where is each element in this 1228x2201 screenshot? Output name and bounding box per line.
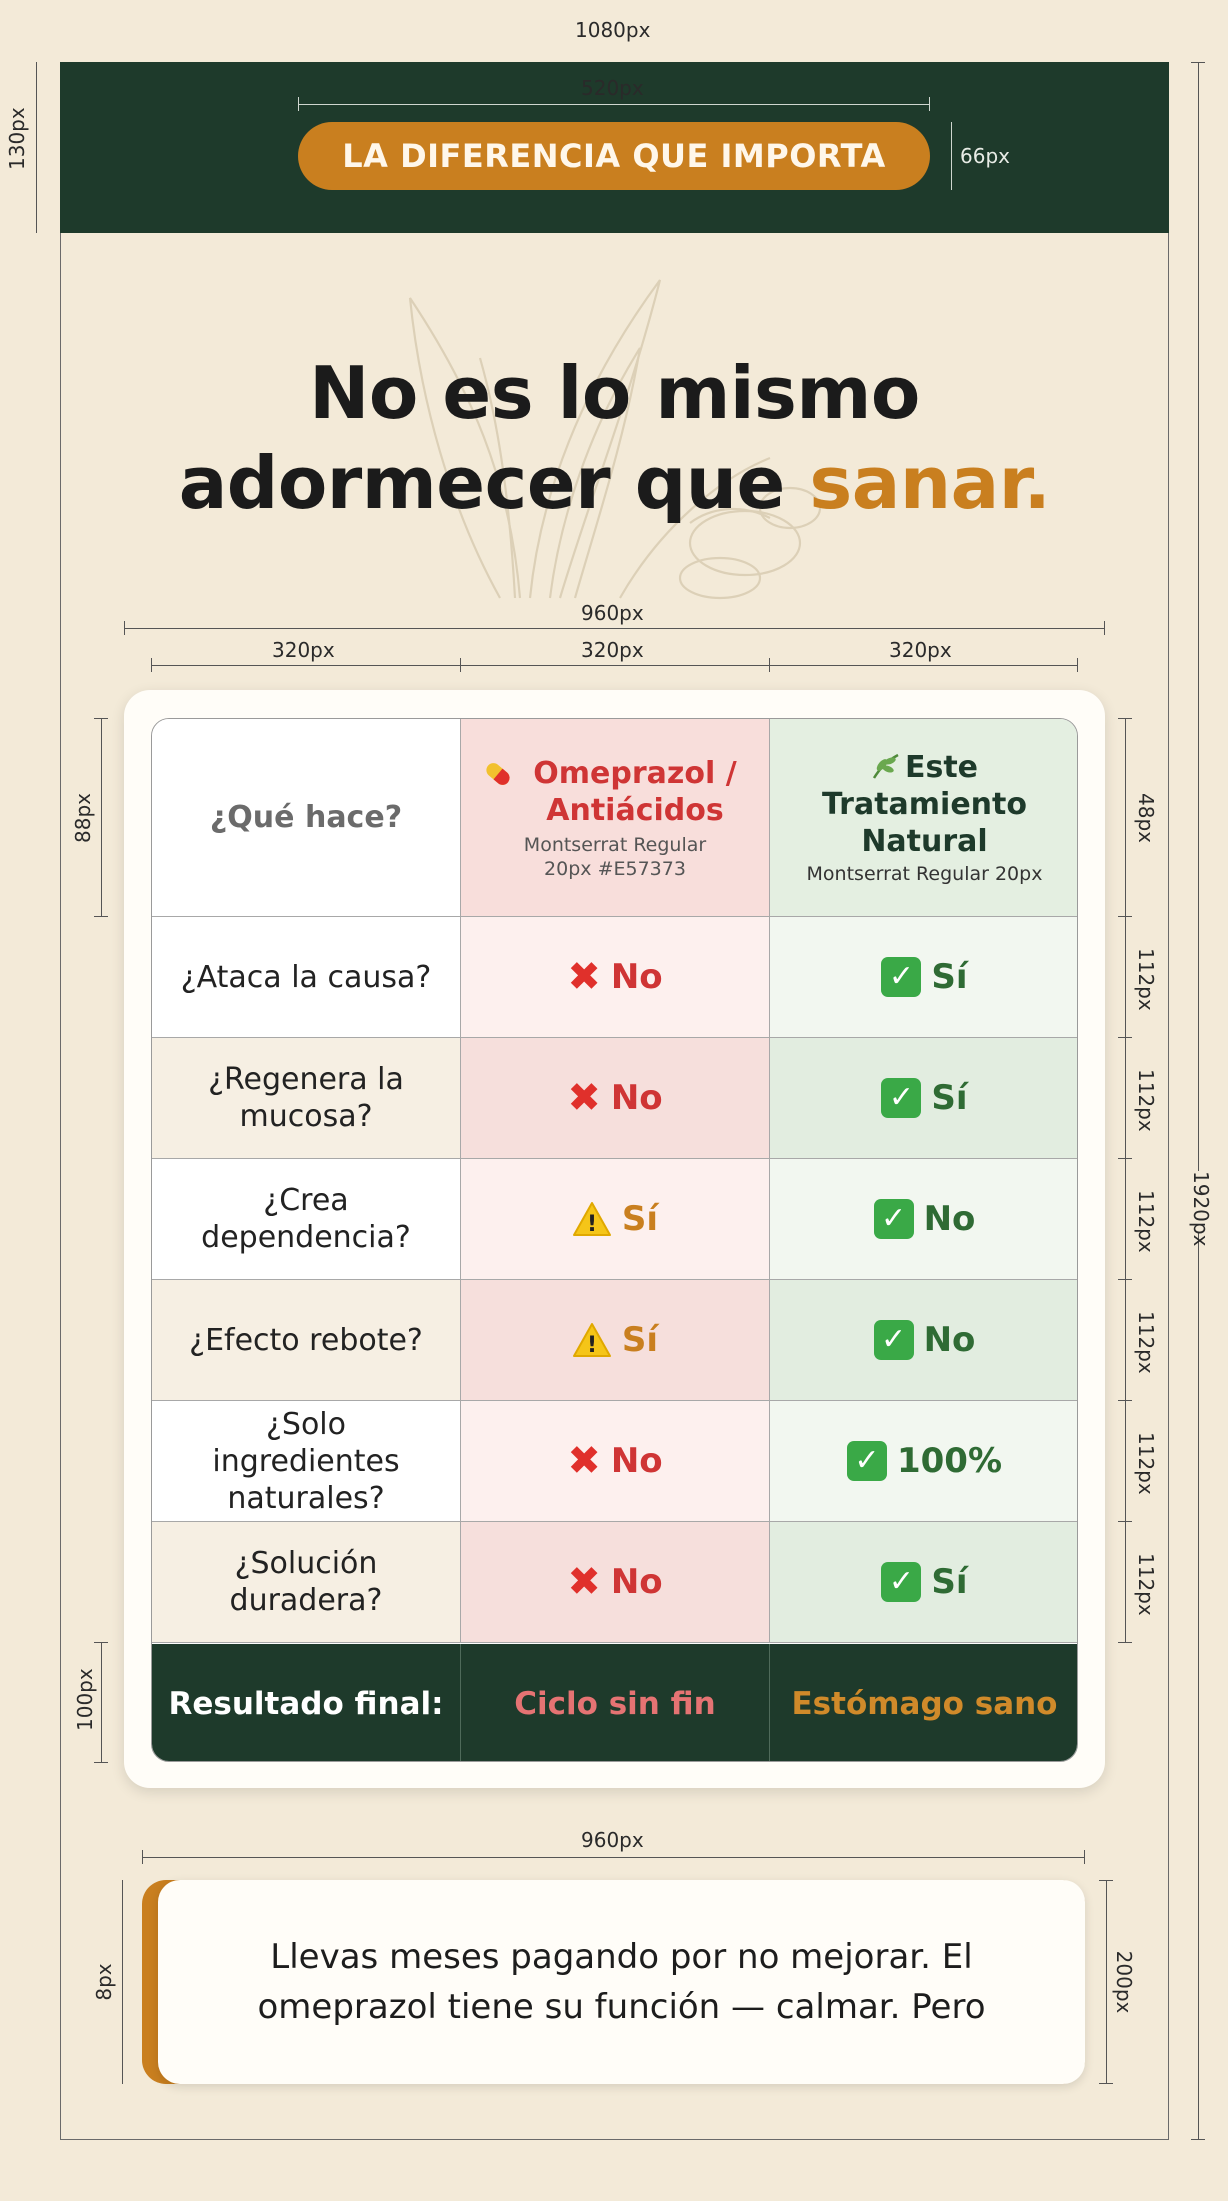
row-natural-value: 100% [896, 1441, 1003, 1481]
row-tick-5 [1118, 1400, 1132, 1401]
footer-height-label: 100px [73, 1668, 97, 1731]
row-omeprazol-cell [461, 1522, 770, 1643]
col1-width-label: 320px [272, 638, 335, 662]
row-height-label-2: 112px [1134, 1069, 1158, 1132]
col-guide-tick-3 [769, 658, 770, 672]
row-omeprazol-answer [567, 1559, 663, 1605]
row-question: ¿Efecto rebote? [189, 1322, 423, 1358]
table-width-guide [124, 628, 1105, 629]
row-omeprazol-cell [461, 1159, 770, 1280]
headline [60, 348, 1169, 528]
col3-width-label: 320px [889, 638, 952, 662]
headline-accent: sanar. [809, 441, 1051, 525]
row-height-label-3: 112px [1134, 1190, 1158, 1253]
svg-text:!: ! [586, 1212, 597, 1237]
headline-plain: adormecer que [178, 441, 810, 525]
x-icon: ✖ [567, 1559, 601, 1605]
banner-pill: LA DIFERENCIA QUE IMPORTA [298, 122, 930, 190]
warning-icon [572, 1322, 612, 1358]
row-natural-cell [770, 1401, 1078, 1522]
pill-width-guide [298, 104, 930, 105]
row-natural-answer [881, 1078, 967, 1118]
leaf-icon [871, 752, 901, 780]
row-heights-guide [1125, 718, 1126, 1642]
header-row-guide [101, 718, 102, 916]
header-height-label: 130px [5, 107, 29, 170]
x-icon: ✖ [567, 1438, 601, 1484]
total-tick-top [1191, 62, 1205, 63]
header-pad-label: 48px [1134, 793, 1158, 843]
row-question-cell [152, 1522, 461, 1643]
check-icon: ✓ [881, 1562, 921, 1602]
row-height-label-4: 112px [1134, 1311, 1158, 1374]
footer-omeprazol-result: Ciclo sin fin [514, 1685, 716, 1722]
row-question: ¿Crea dependencia? [201, 1183, 411, 1255]
row-question-cell [152, 917, 461, 1038]
col-guide-tick-4 [1077, 658, 1078, 672]
row-question: ¿Solo ingredientes naturales? [212, 1406, 400, 1516]
canvas-width-label: 1080px [575, 18, 651, 42]
row-tick-2 [1118, 1037, 1132, 1038]
row-omeprazol-value: No [610, 1441, 663, 1481]
check-icon: ✓ [881, 1078, 921, 1118]
row-natural-answer [881, 957, 967, 997]
quote-tick-top [1099, 1880, 1113, 1881]
row-omeprazol-cell [461, 1401, 770, 1522]
quote-tick-bottom [1099, 2083, 1113, 2084]
header-row-tick-top [94, 718, 108, 719]
row-omeprazol-cell [461, 917, 770, 1038]
header-natural-cell [770, 719, 1078, 917]
footer-tick-bottom [94, 1762, 108, 1763]
column-width-guide [151, 665, 1078, 666]
row-question: ¿Regenera la mucosa? [208, 1062, 404, 1134]
quote-guide-tick-left [142, 1850, 143, 1864]
pill-guide-tick-left [298, 97, 299, 111]
row-tick-1 [1118, 916, 1132, 917]
row-tick-6 [1118, 1521, 1132, 1522]
header-height-guide [36, 62, 37, 233]
row-omeprazol-value: No [610, 1562, 663, 1602]
row-natural-value: No [923, 1199, 976, 1239]
quote-border-label: 8px [92, 1963, 116, 2001]
x-icon: ✖ [567, 954, 601, 1000]
col-guide-tick-1 [151, 658, 152, 672]
row-question-cell [152, 1401, 461, 1522]
row-omeprazol-answer [572, 1199, 658, 1239]
row-tick-3 [1118, 1158, 1132, 1159]
check-icon: ✓ [847, 1441, 887, 1481]
footer-tick-top [94, 1642, 108, 1643]
omeprazol-title: Omeprazol / Antiácidos [533, 755, 737, 828]
row-omeprazol-cell [461, 1280, 770, 1401]
row-tick-0 [1118, 718, 1132, 719]
quote-width-label: 960px [581, 1828, 644, 1852]
row-question-cell [152, 1280, 461, 1401]
row-natural-answer [874, 1199, 976, 1239]
quote-width-guide [142, 1857, 1085, 1858]
row-omeprazol-value: No [610, 957, 663, 997]
col2-width-label: 320px [581, 638, 644, 662]
row-height-label-1: 112px [1134, 948, 1158, 1011]
header-row-height-label: 88px [71, 793, 95, 843]
pill-guide-tick-right [929, 97, 930, 111]
headline-line-1: No es lo mismo [309, 351, 920, 435]
header-omeprazol-cell [461, 719, 770, 917]
row-tick-4 [1118, 1279, 1132, 1280]
pill-icon [481, 757, 515, 791]
omeprazol-title-row [461, 755, 769, 829]
row-omeprazol-answer [572, 1320, 658, 1360]
check-icon: ✓ [874, 1320, 914, 1360]
footer-height-guide [101, 1642, 102, 1762]
row-question: ¿Solución duradera? [229, 1546, 383, 1618]
headline-line-2 [60, 438, 1169, 528]
warning-icon [572, 1201, 612, 1237]
svg-text:!: ! [586, 1333, 597, 1358]
quote-box: Llevas meses pagando por no mejorar. El omeprazol tiene su función — calmar. Pero [158, 1880, 1085, 2084]
quote-height-label: 200px [1112, 1950, 1136, 2014]
row-natural-cell [770, 917, 1078, 1038]
table-width-label: 960px [581, 601, 644, 625]
quote-border-guide [122, 1880, 123, 2084]
row-omeprazol-answer [567, 954, 663, 1000]
total-height-label: 1920px [1189, 1171, 1213, 1247]
row-natural-cell [770, 1038, 1078, 1159]
footer-natural-result: Estómago sano [791, 1685, 1058, 1722]
row-omeprazol-value: Sí [621, 1199, 659, 1239]
row-natural-value: No [923, 1320, 976, 1360]
row-natural-cell [770, 1280, 1078, 1401]
row-height-label-5: 112px [1134, 1432, 1158, 1495]
table-guide-tick-right [1104, 621, 1105, 635]
row-natural-cell [770, 1159, 1078, 1280]
natural-note: Montserrat Regular 20px [806, 863, 1043, 885]
total-height-guide [1198, 62, 1199, 2140]
x-icon: ✖ [567, 1075, 601, 1121]
row-natural-value: Sí [931, 957, 968, 997]
row-question: ¿Ataca la causa? [180, 959, 432, 995]
row-height-label-6: 112px [1134, 1553, 1158, 1616]
header-question-label: ¿Qué hace? [209, 800, 403, 835]
col-guide-tick-2 [460, 658, 461, 672]
row-natural-cell [770, 1522, 1078, 1643]
natural-title: Este Tratamiento Natural [822, 750, 1027, 859]
row-natural-answer [874, 1320, 976, 1360]
row-omeprazol-value: Sí [621, 1320, 659, 1360]
table-guide-tick-left [124, 621, 125, 635]
footer-natural-cell [770, 1644, 1078, 1762]
footer-label: Resultado final: [168, 1685, 444, 1722]
quote-height-guide [1106, 1880, 1107, 2084]
pill-height-label: 66px [960, 144, 1010, 168]
row-question-cell [152, 1159, 461, 1280]
row-omeprazol-value: No [610, 1078, 663, 1118]
row-natural-answer [847, 1441, 1002, 1481]
omeprazol-note: Montserrat Regular 20px #E57373 [523, 833, 707, 880]
pill-width-label: 520px [581, 76, 644, 100]
header-question-cell [152, 719, 461, 917]
footer-label-cell [152, 1644, 461, 1762]
row-omeprazol-answer [567, 1075, 663, 1121]
natural-title-row [770, 749, 1078, 860]
row-omeprazol-cell [461, 1038, 770, 1159]
total-tick-bottom [1191, 2139, 1205, 2140]
row-natural-answer [881, 1562, 967, 1602]
row-natural-value: Sí [931, 1562, 968, 1602]
check-icon: ✓ [874, 1199, 914, 1239]
pill-height-guide [951, 122, 952, 190]
row-omeprazol-answer [567, 1438, 663, 1484]
row-tick-7 [1118, 1642, 1132, 1643]
comparison-table [151, 718, 1078, 1762]
quote-guide-tick-right [1084, 1850, 1085, 1864]
check-icon: ✓ [881, 957, 921, 997]
header-row-tick-bottom [94, 916, 108, 917]
footer-omeprazol-cell [461, 1644, 770, 1762]
row-natural-value: Sí [931, 1078, 968, 1118]
row-question-cell [152, 1038, 461, 1159]
